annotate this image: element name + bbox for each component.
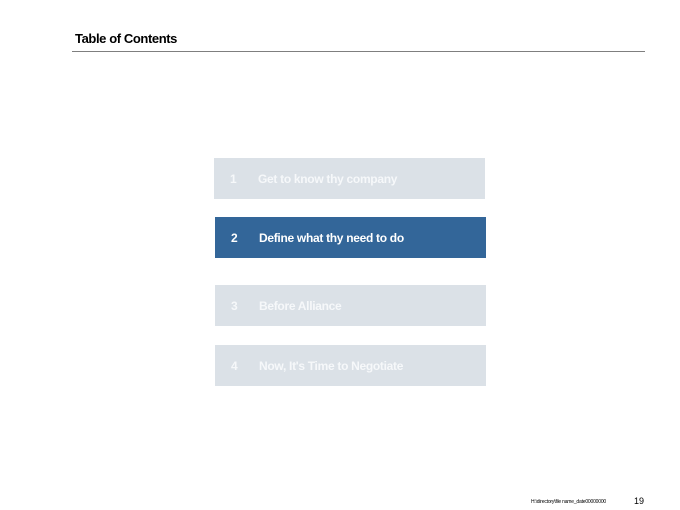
page-number: 19: [634, 496, 645, 506]
toc-item-2[interactable]: [215, 217, 486, 258]
toc-item-number: 1: [230, 171, 237, 186]
toc-item-label: Get to know thy company: [258, 171, 398, 186]
toc-item-number: 2: [231, 230, 238, 245]
page-title: Table of Contents: [75, 31, 178, 46]
toc-item-3[interactable]: [215, 285, 486, 326]
footer-file-path: H:\directory\file name_date00000000: [531, 499, 606, 505]
toc-item-number: 3: [231, 298, 238, 313]
toc-item-label: Before Alliance: [259, 298, 342, 313]
toc-item-number: 4: [231, 358, 238, 373]
title-divider: [72, 51, 645, 52]
toc-item-1[interactable]: [214, 158, 485, 199]
toc-item-4[interactable]: [215, 345, 486, 386]
toc-item-label: Now, It's Time to Negotiate: [259, 358, 404, 373]
toc-item-label: Define what thy need to do: [259, 230, 404, 245]
